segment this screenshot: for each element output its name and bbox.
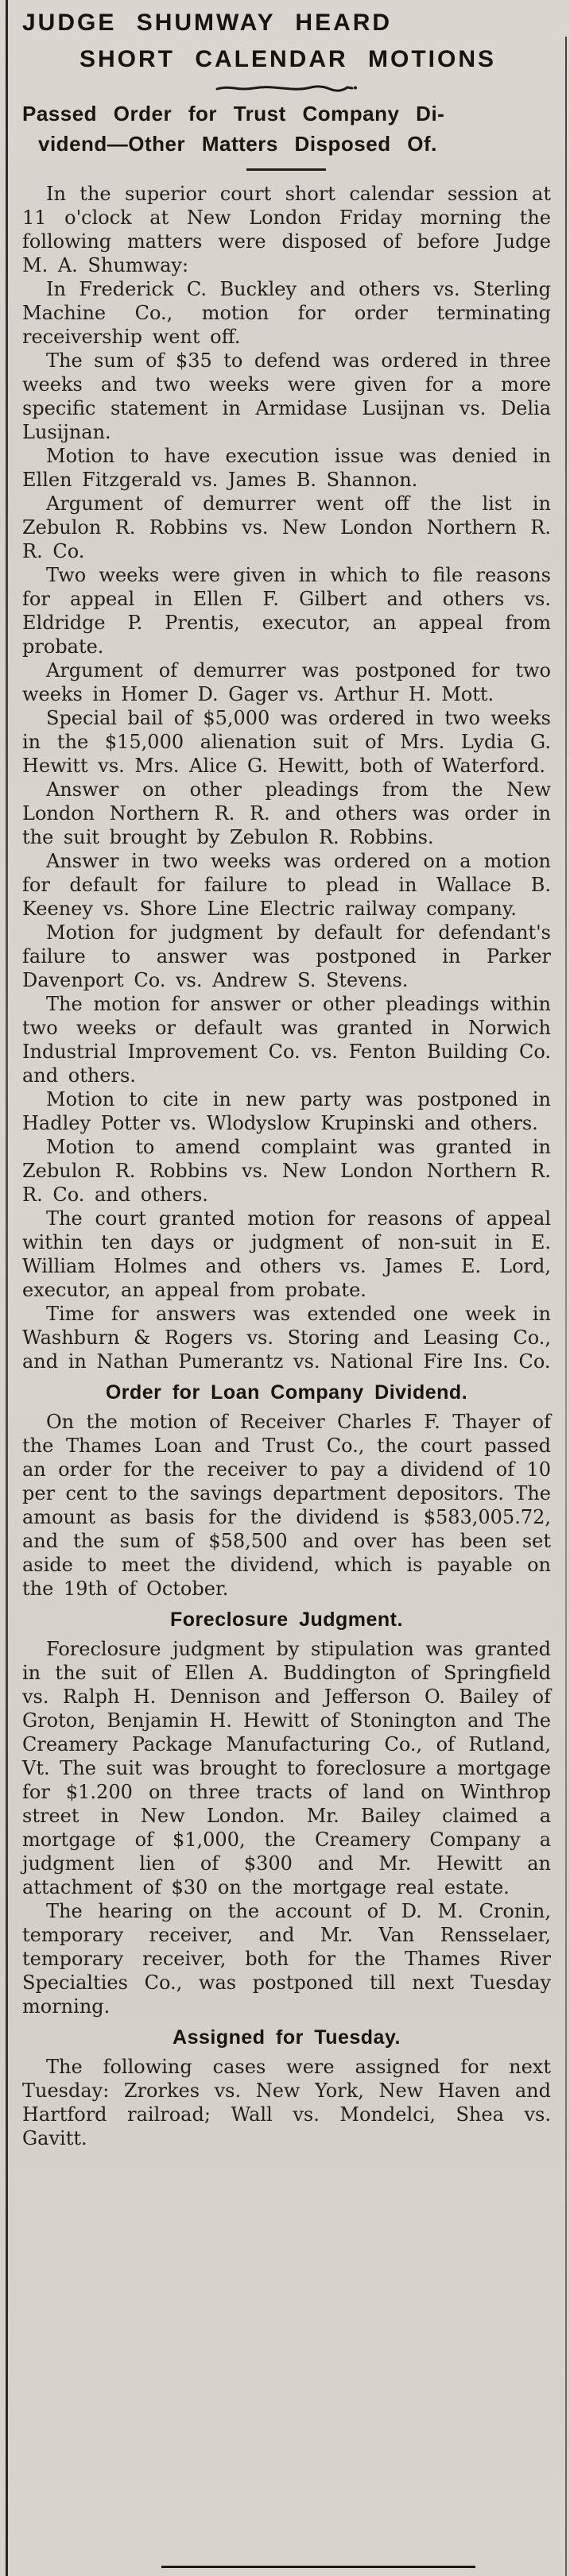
article-paragraph: In the superior court short calendar session at 11 o'clock at New London Friday morning the following matters were disposed of before Judge M. A. Shumway: — [22, 183, 551, 276]
article-headline — [22, 11, 551, 71]
section-heading: Foreclosure Judgment. — [170, 1609, 403, 1631]
dash-ornament — [215, 84, 359, 92]
article-paragraph: The hearing on the account of D. M. Cronin, temporary receiver, and Mr. Van Rensselaer, temporary receiver, both for the Thames River Specialties Co., was postponed till next Tuesday morning. — [22, 1900, 551, 2018]
section-heading: Order for Loan Company Dividend. — [105, 1381, 468, 1404]
article-paragraph: Argument of demurrer was postponed for two weeks in Homer D. Gager vs. Arthur H. Mott. — [22, 659, 551, 705]
headline-line-2: SHORT CALENDAR MOTIONS — [79, 46, 496, 72]
article-paragraph: Motion to amend complaint was granted in Zebulon R. Robbins vs. New London Northern R. R. Co. and others. — [22, 1136, 551, 1206]
article-paragraph: Answer on other pleadings from the New London Northern R. R. and others was order in the suit brought by Zebulon R. Robbins. — [22, 778, 551, 848]
article-paragraph: The following cases were assigned for next Tuesday: Zrorkes vs. New York, New Haven and Hartford railroad; Wall vs. Mondelci, Shea vs. Gavitt. — [22, 2056, 551, 2149]
article-paragraph: Motion to cite in new party was postponed in Hadley Potter vs. Wlodyslow Krupinski and others. — [22, 1088, 551, 1134]
article-paragraph: Motion to have execution issue was denied in Ellen Fitzgerald vs. James B. Shannon. — [22, 445, 551, 491]
article-deck — [22, 98, 551, 159]
article-sections — [22, 1381, 551, 2150]
article-paragraph: The court granted motion for reasons of appeal within ten days or judgment of non-suit in E. William Holmes and others vs. James E. Lord, executor, an appeal from probate. — [22, 1207, 551, 1301]
deck-line-2: vidend—Other Matters Disposed Of. — [38, 132, 437, 156]
section-heading: Assigned for Tuesday. — [173, 2026, 401, 2049]
headline-line-1: JUDGE SHUMWAY HEARD — [22, 10, 393, 36]
deck-line-1: Passed Order for Trust Company Di- — [22, 102, 445, 126]
article-paragraph: The motion for answer or other pleadings within two weeks or default was granted in Norwich Industrial Improvement Co. vs. Fenton Building Co. and others. — [22, 993, 551, 1087]
article-paragraph: In Frederick C. Buckley and others vs. Sterling Machine Co., motion for order terminating receivership went off. — [22, 278, 551, 348]
end-of-article-rule — [161, 2566, 475, 2568]
article-paragraph: Time for answers was extended one week in Washburn & Rogers vs. Storing and Leasing Co., and in Nathan Pumerantz vs. National Fire Ins. Co. — [22, 1303, 551, 1373]
article-paragraph: Argument of demurrer went off the list in Zebulon R. Robbins vs. New London Northern R. R. Co. — [22, 492, 551, 562]
article-paragraph: Special bail of $5,000 was ordered in two weeks in the $15,000 alienation suit of Mrs. Lydia G. Hewitt vs. Mrs. Alice G. Hewitt, both of Waterford. — [22, 707, 551, 777]
article-paragraph: Answer in two weeks was ordered on a motion for default for failure to plead in Wallace B. Keeney vs. Shore Line Electric railway company. — [22, 850, 551, 920]
article-body — [22, 182, 551, 2150]
article-paragraph: Motion for judgment by default for defendant's failure to answer was postponed in Parker Davenport Co. vs. Andrew S. Stevens. — [22, 921, 551, 991]
article-paragraph: Two weeks were given in which to file reasons for appeal in Ellen F. Gilbert and others vs. Eldridge P. Prentis, executor, an appeal from probate. — [22, 564, 551, 658]
article-paragraph: Foreclosure judgment by stipulation was granted in the suit of Ellen A. Buddington of Springfield vs. Ralph H. Dennison and Jefferson O. Bailey of Groton, Benjamin H. Hewitt of Stonington and The Creamery Package Manufacturing Co., of Rutland, Vt. The suit was brought to foreclosure a mortgage for $1.200 on three tracts of land on Winthrop street in New London. Mr. Bailey claimed a mortgage of $1,000, the Creamery Company a judgment lien of $300 and Mr. Hewitt an attachment of $30 on the mortgage real estate. — [22, 1638, 551, 1898]
deck-rule — [246, 168, 326, 171]
lead-paragraphs — [22, 182, 551, 1373]
article-paragraph: The sum of $35 to defend was ordered in three weeks and two weeks were given for a more specific statement in Armidase Lusijnan vs. Delia Lusijnan. — [22, 350, 551, 443]
article-paragraph: On the motion of Receiver Charles F. Thayer of the Thames Loan and Trust Co., the court passed an order for the receiver to pay a dividend of 10 per cent to the savings department depositors. The amount as basis for the dividend is $583,005.72, and the sum of $58,500 and over has been set aside to meet the dividend, which is payable on the 19th of October. — [22, 1411, 551, 1600]
